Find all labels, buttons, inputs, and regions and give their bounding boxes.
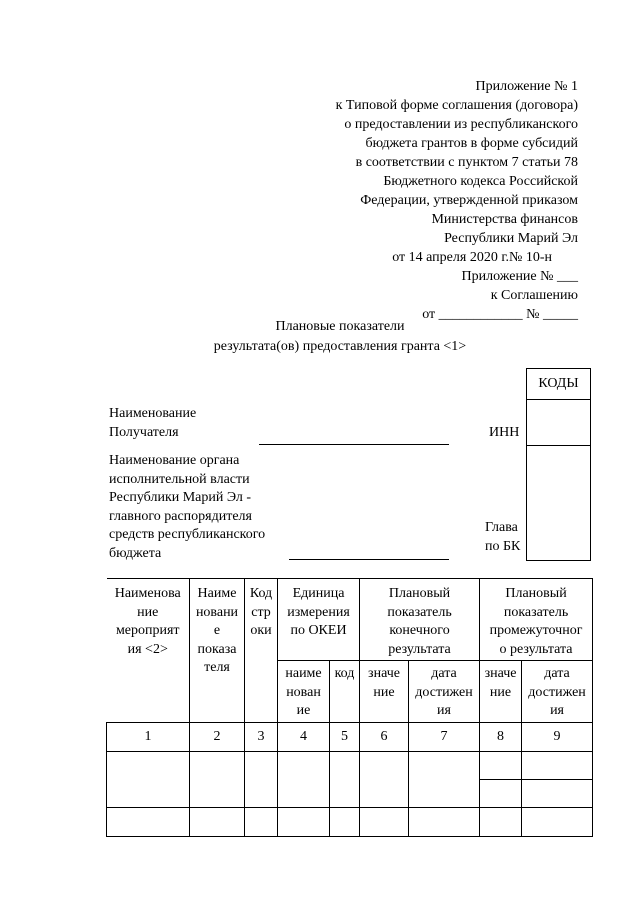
col-number: 4 bbox=[278, 723, 330, 752]
recipient-label-line: Наименование bbox=[109, 406, 197, 421]
header-row-code: Код стр оки bbox=[245, 579, 278, 723]
table-cell[interactable] bbox=[522, 780, 593, 808]
table-row bbox=[107, 752, 593, 780]
table-cell[interactable] bbox=[278, 808, 330, 837]
table-cell[interactable] bbox=[107, 752, 190, 808]
table-cell[interactable] bbox=[480, 808, 522, 837]
appendix-line: к Соглашению bbox=[490, 288, 578, 303]
appendix-line: Министерства финансов bbox=[431, 212, 578, 227]
header-final-value: значе ние bbox=[360, 661, 409, 723]
organ-label-line: бюджета bbox=[109, 545, 162, 561]
table-cell[interactable] bbox=[245, 808, 278, 837]
appendix-line: Республики Марий Эл bbox=[444, 231, 578, 246]
header-interim-date: дата достижен ия bbox=[522, 661, 593, 723]
document-title bbox=[0, 317, 640, 357]
col-number: 3 bbox=[245, 723, 278, 752]
header-unit-name: наиме нован ие bbox=[278, 661, 330, 723]
glava-label-line: по БК bbox=[485, 538, 521, 554]
inn-code-cell[interactable] bbox=[527, 400, 591, 446]
col-number: 2 bbox=[190, 723, 245, 752]
organ-field[interactable] bbox=[289, 559, 449, 560]
table-cell[interactable] bbox=[190, 752, 245, 808]
header-event: Наименова ние мероприят ия <2> bbox=[107, 579, 190, 723]
appendix-line: о предоставлении из республиканского bbox=[344, 117, 578, 132]
appendix-line: в соответствии с пунктом 7 статьи 78 bbox=[355, 155, 578, 170]
appendix-line: от 14 апреля 2020 г.№ 10-н bbox=[392, 250, 552, 265]
col-number: 6 bbox=[360, 723, 409, 752]
organ-label-line: Республики Марий Эл - bbox=[109, 490, 252, 505]
glava-code-cell[interactable] bbox=[527, 446, 591, 561]
table-row bbox=[107, 808, 593, 837]
table-cell[interactable] bbox=[480, 752, 522, 780]
title-line: Плановые показатели bbox=[275, 319, 405, 334]
table-cell[interactable] bbox=[278, 752, 330, 808]
table-cell[interactable] bbox=[409, 752, 480, 808]
appendix-header bbox=[336, 77, 578, 324]
table-cell[interactable] bbox=[360, 808, 409, 837]
appendix-line: к Типовой форме соглашения (договора) bbox=[335, 98, 578, 113]
organ-label-line: Наименование органа bbox=[109, 453, 240, 468]
recipient-field[interactable] bbox=[259, 444, 449, 445]
organ-label-line: главного распорядителя bbox=[109, 508, 252, 524]
col-number: 1 bbox=[107, 723, 190, 752]
codes-box bbox=[526, 368, 591, 561]
table-cell[interactable] bbox=[330, 752, 360, 808]
appendix-line: Приложение № 1 bbox=[475, 79, 578, 94]
table-cell[interactable] bbox=[360, 752, 409, 808]
title-line: результата(ов) предоставления гранта <1> bbox=[213, 339, 467, 354]
glava-label-line: Глава bbox=[485, 520, 518, 535]
appendix-line: Приложение № ___ bbox=[461, 269, 578, 284]
inn-label: ИНН bbox=[489, 425, 520, 440]
col-number: 8 bbox=[480, 723, 522, 752]
table-cell[interactable] bbox=[245, 752, 278, 808]
recipient-label-line: Получателя bbox=[109, 424, 179, 440]
recipient-label bbox=[109, 405, 196, 442]
table-cell[interactable] bbox=[330, 808, 360, 837]
header-unit-code: код bbox=[330, 661, 360, 723]
table-cell[interactable] bbox=[480, 780, 522, 808]
header-final-date: дата достижен ия bbox=[409, 661, 480, 723]
column-numbers-row bbox=[107, 723, 593, 752]
organ-label bbox=[109, 452, 265, 563]
header-indicator: Наиме новани е показа теля bbox=[190, 579, 245, 723]
col-number: 9 bbox=[522, 723, 593, 752]
header-unit: Единица измерения по ОКЕИ bbox=[278, 579, 360, 661]
codes-header: КОДЫ bbox=[527, 369, 591, 400]
table-cell[interactable] bbox=[190, 808, 245, 837]
table-cell[interactable] bbox=[522, 752, 593, 780]
table-cell[interactable] bbox=[409, 808, 480, 837]
header-final-result: Плановый показатель конечного результата bbox=[360, 579, 480, 661]
appendix-line: от ____________ № _____ bbox=[422, 307, 578, 322]
table-cell[interactable] bbox=[107, 808, 190, 837]
header-interim-result: Плановый показатель промежуточног о результата bbox=[480, 579, 593, 661]
header-interim-value: значе ние bbox=[480, 661, 522, 723]
table-cell[interactable] bbox=[522, 808, 593, 837]
organ-label-line: исполнительной власти bbox=[109, 471, 250, 487]
col-number: 5 bbox=[330, 723, 360, 752]
appendix-line: бюджета грантов в форме субсидий bbox=[365, 136, 578, 151]
indicators-table bbox=[106, 578, 593, 837]
appendix-line: Бюджетного кодекса Российской bbox=[383, 174, 578, 189]
organ-label-line: средств республиканского bbox=[109, 527, 266, 542]
col-number: 7 bbox=[409, 723, 480, 752]
glava-label bbox=[485, 519, 520, 556]
appendix-line: Федерации, утвержденной приказом bbox=[360, 193, 578, 208]
